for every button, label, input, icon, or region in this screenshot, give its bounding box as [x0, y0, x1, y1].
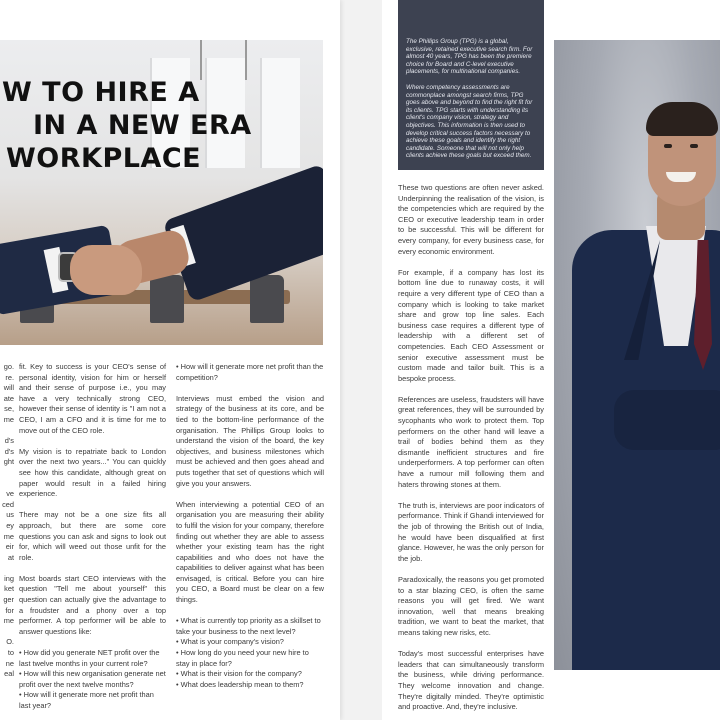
cropped-text-fragment: ger — [3, 595, 14, 605]
cropped-text-fragment: se, — [4, 404, 14, 414]
article-headline — [0, 76, 320, 175]
left-page — [0, 0, 340, 720]
info-paragraph: Where competency assessments are commonplace amongst search firms, TPG goes above and beyond to find the right fit for its clients. TPG starts with understanding its client's company vision, strategy and objectives. This information is then used to develop critical success factors necessary to achieve these goals and identify the right candidate. Someone that will not only help clients achieve these goals but exceed them. — [406, 83, 533, 160]
cropped-text-fragment: for — [5, 605, 14, 615]
office-chair — [250, 275, 284, 323]
body-paragraph: There may not be a one size fits all approach, but there are some core questions you can ask and signs to look out for, which will weed out those unfit for the role. — [19, 510, 166, 562]
ceiling-lamp — [200, 40, 202, 80]
cropped-text-fragment: O. — [6, 637, 14, 647]
cropped-text-fragment — [0, 479, 14, 490]
headline-line-3: WORKPLACE — [6, 143, 202, 174]
cropped-text-fragment — [0, 426, 14, 437]
cropped-text-fragment: ing — [4, 573, 14, 583]
cropped-text-fragment: go. — [3, 362, 14, 371]
eye — [664, 144, 672, 148]
hair — [646, 102, 718, 136]
body-paragraph: When interviewing a potential CEO of an organisation you are measuring their ability to fulfil the vision for your company, therefore finding out whether they are able to assess whether your existing team has the right capabilities and who does not have the capabilities to deliver against what has been envisaged, is critical. Before you can hire you CEO, a Board must be clear on a few things. — [176, 499, 324, 605]
body-paragraph: My vision is to repatriate back to London over the next two years..." You can quickly see how this candidate, although great on paper would result in a failed hiring experience. — [19, 446, 166, 499]
body-paragraph: Most boards start CEO interviews with the question "Tell me about yourself" this question can actually give the advantage to a froudster and a phony over a top performer. A top performer will be able to answer questions like: — [19, 573, 166, 636]
bullet-list: • How did you generate NET profit over the last twelve months in your current role? • How will this new organisation generate net profit over the next twelve months? • How will it generate more net profit than last year? — [19, 648, 166, 710]
eye — [690, 144, 698, 148]
body-paragraph: fit. Key to success is your CEO's sense of personal identity, vision for him or herself and their sense of purpose i.e., you may have a very technically strong CEO, however their sense of identity is "I am not a CEO, I am a CFO and it is time for me to move out of the CEO role. — [19, 362, 166, 435]
cropped-text-fragment: ne — [5, 658, 14, 668]
cropped-column-fragments — [0, 362, 14, 680]
cropped-text-fragment: me — [3, 531, 14, 541]
ceiling-lamp — [245, 40, 247, 80]
headline-line-2: IN A NEW ERA — [33, 110, 252, 141]
cropped-text-fragment: eir — [5, 542, 14, 552]
cropped-text-fragment — [0, 563, 14, 574]
left-hand — [70, 245, 142, 295]
cropped-text-fragment — [0, 627, 14, 638]
cropped-text-fragment: d's — [4, 446, 14, 456]
office-chair — [150, 275, 184, 323]
bullet-list: • How will it generate more net profit than the competition? — [176, 362, 324, 382]
body-paragraph: References are useless, fraudsters will have great references, they will be surrounded by sycophants who work to protect them. Top performers on the other hand will leave a trail of bodies behind them as they dismantle inefficient structures and fire underperformers. A top performer can often have a rumour mill following them and haters throwing stones at them. — [398, 394, 544, 489]
body-column-3 — [398, 183, 544, 713]
cropped-text-fragment — [0, 468, 14, 479]
body-paragraph: Interviews must embed the vision and strategy of the business at its core, and be tied to the bottom-line performance of the organisation. The Phillips Group looks to understand the vision of the board, the key objectives, and business milestones which must be achieved and then goes ahead and puts together that set of questions which will give you your answers. — [176, 393, 324, 488]
cropped-text-fragment: ate — [3, 393, 14, 403]
cropped-text-fragment: ght — [3, 457, 14, 467]
body-paragraph: These two questions are often never asked. Underpinning the realisation of the vision, is the competencies which are required by the CEO or executive leadership team in order to be successful. This will be different for every company, for every business case, for every economic environment. — [398, 183, 544, 256]
body-paragraph: For example, if a company has lost its bottom line due to runaway costs, it will require a very different type of CEO than a company which is looking to take market share and grow top line sales. Each business case requires a different type of leadership with a different set of competencies. Each CEO Assessment or senior executive assessment must be custom made and tailor built. This is a bespoke process. — [398, 267, 544, 383]
cropped-text-fragment: ket — [4, 584, 14, 594]
body-paragraph: Today's most successful enterprises have leaders that can simultaneously transform the business, while driving performance. They welcome innovation and change. They're digitally minded. They're optimistic and proactive. And, they're inclusive. — [398, 649, 544, 712]
body-paragraph: Paradoxically, the reasons you get promoted to a star blazing CEO, is often the same reasons you will get fired. We want innovation, well that means breaking tradition, we want to beat the market, that means taking new risks, etc. — [398, 574, 544, 637]
cropped-text-fragment: to — [7, 648, 14, 658]
headline-line-1: W TO HIRE A — [2, 77, 200, 108]
info-paragraph: The Phillips Group (TPG) is a global, exclusive, retained executive search firm. For almost 40 years, TPG has been the premiere choice for Board and C-level executive placements, for multinational companies. — [406, 38, 533, 76]
body-column-1 — [19, 362, 166, 712]
crossed-arms — [614, 390, 720, 450]
right-page — [382, 0, 720, 720]
body-paragraph: The truth is, interviews are poor indicators of performance. Think if Ghandi interviewed for the job of throwing the British out of India, he would have been disqualified at first glance. However, he was the only person for the job. — [398, 500, 544, 563]
executive-portrait-photo — [554, 40, 720, 670]
body-column-2 — [176, 362, 324, 690]
cropped-text-fragment: me — [3, 414, 14, 424]
company-info-box — [398, 0, 544, 170]
cropped-text-fragment: ced — [2, 499, 14, 509]
cropped-text-fragment: us — [6, 510, 14, 520]
cropped-text-fragment: eal — [4, 669, 14, 679]
cropped-text-fragment: will — [3, 383, 14, 393]
cropped-text-fragment: ey — [6, 520, 14, 530]
cropped-text-fragment: d's — [4, 436, 14, 446]
right-arm — [162, 164, 323, 303]
cropped-text-fragment: ve — [6, 489, 14, 499]
bullet-list: • What is currently top priority as a skillset to take your business to the next level? • What is your company's vision? • How long do you need your new hire to stay in place for? • What is their vision for the company? • What does leadership mean to them? — [176, 616, 321, 689]
cropped-text-fragment: me — [3, 616, 14, 626]
cropped-text-fragment: re. — [5, 372, 14, 382]
cropped-text-fragment: at — [7, 552, 14, 562]
